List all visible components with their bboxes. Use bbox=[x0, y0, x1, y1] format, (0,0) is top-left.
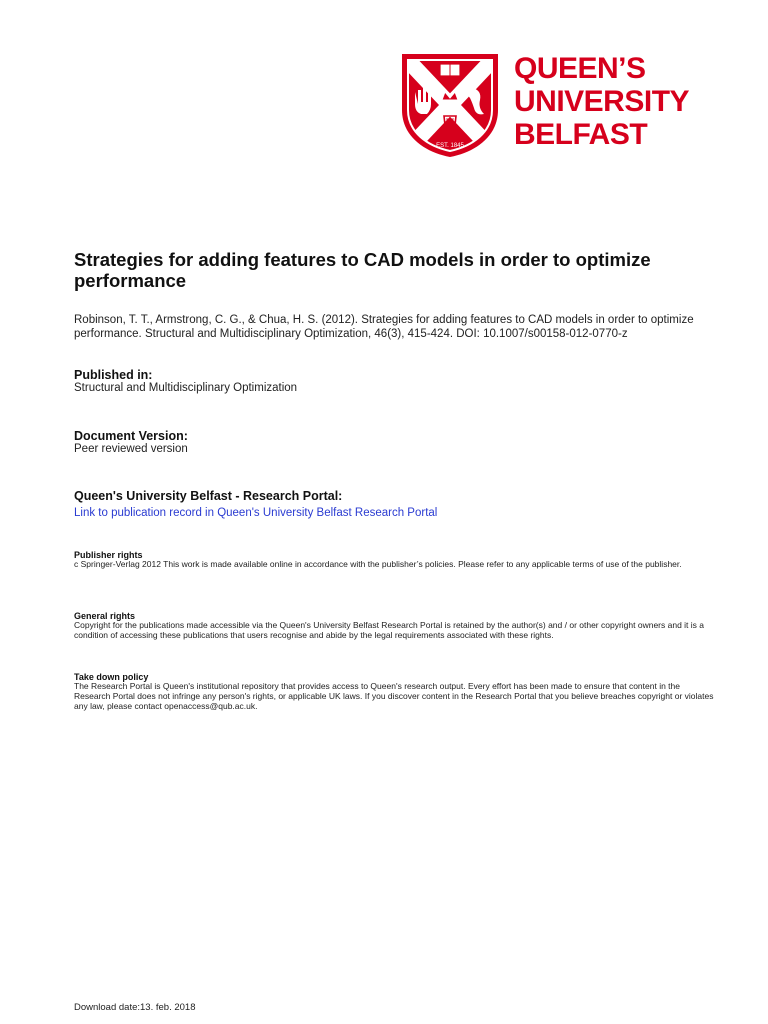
publisher-rights-text: c Springer-Verlag 2012 This work is made available online in accordance with the publisher’s policies. Please refer to any applicable terms of use of the publisher. bbox=[74, 559, 682, 569]
published-in-value: Structural and Multidisciplinary Optimization bbox=[74, 382, 298, 394]
wordmark-line-1: QUEEN’S bbox=[514, 52, 646, 85]
general-rights-section bbox=[74, 611, 714, 641]
citation-text: Robinson, T. T., Armstrong, C. G., & Chua, H. S. (2012). Strategies for adding features to CAD models in order to optimize performance. Structural and Multidisciplinary Optimization, 46(3), 415-424. DOI: 10.1007/s00158-012-0770-z bbox=[74, 314, 694, 340]
publication-record-link[interactable]: Link to publication record in Queen's University Belfast Research Portal bbox=[74, 507, 438, 519]
research-portal-section bbox=[74, 489, 714, 521]
research-portal-label: Queen's University Belfast - Research Portal: bbox=[74, 489, 343, 503]
university-logo bbox=[400, 52, 720, 162]
document-version-section bbox=[74, 429, 714, 456]
document-version-value: Peer reviewed version bbox=[74, 443, 188, 455]
take-down-label: Take down policy bbox=[74, 672, 149, 682]
take-down-text: The Research Portal is Queen's institutional repository that provides access to Queen's research output. Every effort has been made to ensure that content in the Research Portal does not infringe any person's rights, or applicable UK laws. If you discover content in the Research Portal that you believe breaches copyright or violates any law, please contact openaccess@qub.ac.uk. bbox=[74, 681, 714, 711]
university-wordmark bbox=[514, 54, 724, 150]
download-date: Download date:13. feb. 2018 bbox=[74, 1002, 196, 1013]
document-title: Strategies for adding features to CAD models in order to optimize performance bbox=[74, 249, 651, 291]
general-rights-text: Copyright for the publications made accessible via the Queen's University Belfast Research Portal is retained by the author(s) and / or other copyright owners and it is a condition of accessing these publications that users recognise and abide by the legal requirements associated with these rights. bbox=[74, 620, 704, 640]
publisher-rights-label: Publisher rights bbox=[74, 550, 143, 560]
publisher-rights-section bbox=[74, 550, 714, 570]
wordmark-line-3: BELFAST bbox=[514, 118, 648, 151]
take-down-section bbox=[74, 672, 714, 711]
wordmark-line-2: UNIVERSITY bbox=[514, 85, 690, 118]
published-in-label: Published in: bbox=[74, 368, 153, 382]
university-crest-icon bbox=[400, 52, 500, 158]
document-header bbox=[74, 249, 714, 341]
general-rights-label: General rights bbox=[74, 611, 136, 621]
published-in-section bbox=[74, 368, 714, 395]
document-version-label: Document Version: bbox=[74, 429, 188, 443]
crest-est-text: EST. 1845 bbox=[436, 143, 464, 149]
